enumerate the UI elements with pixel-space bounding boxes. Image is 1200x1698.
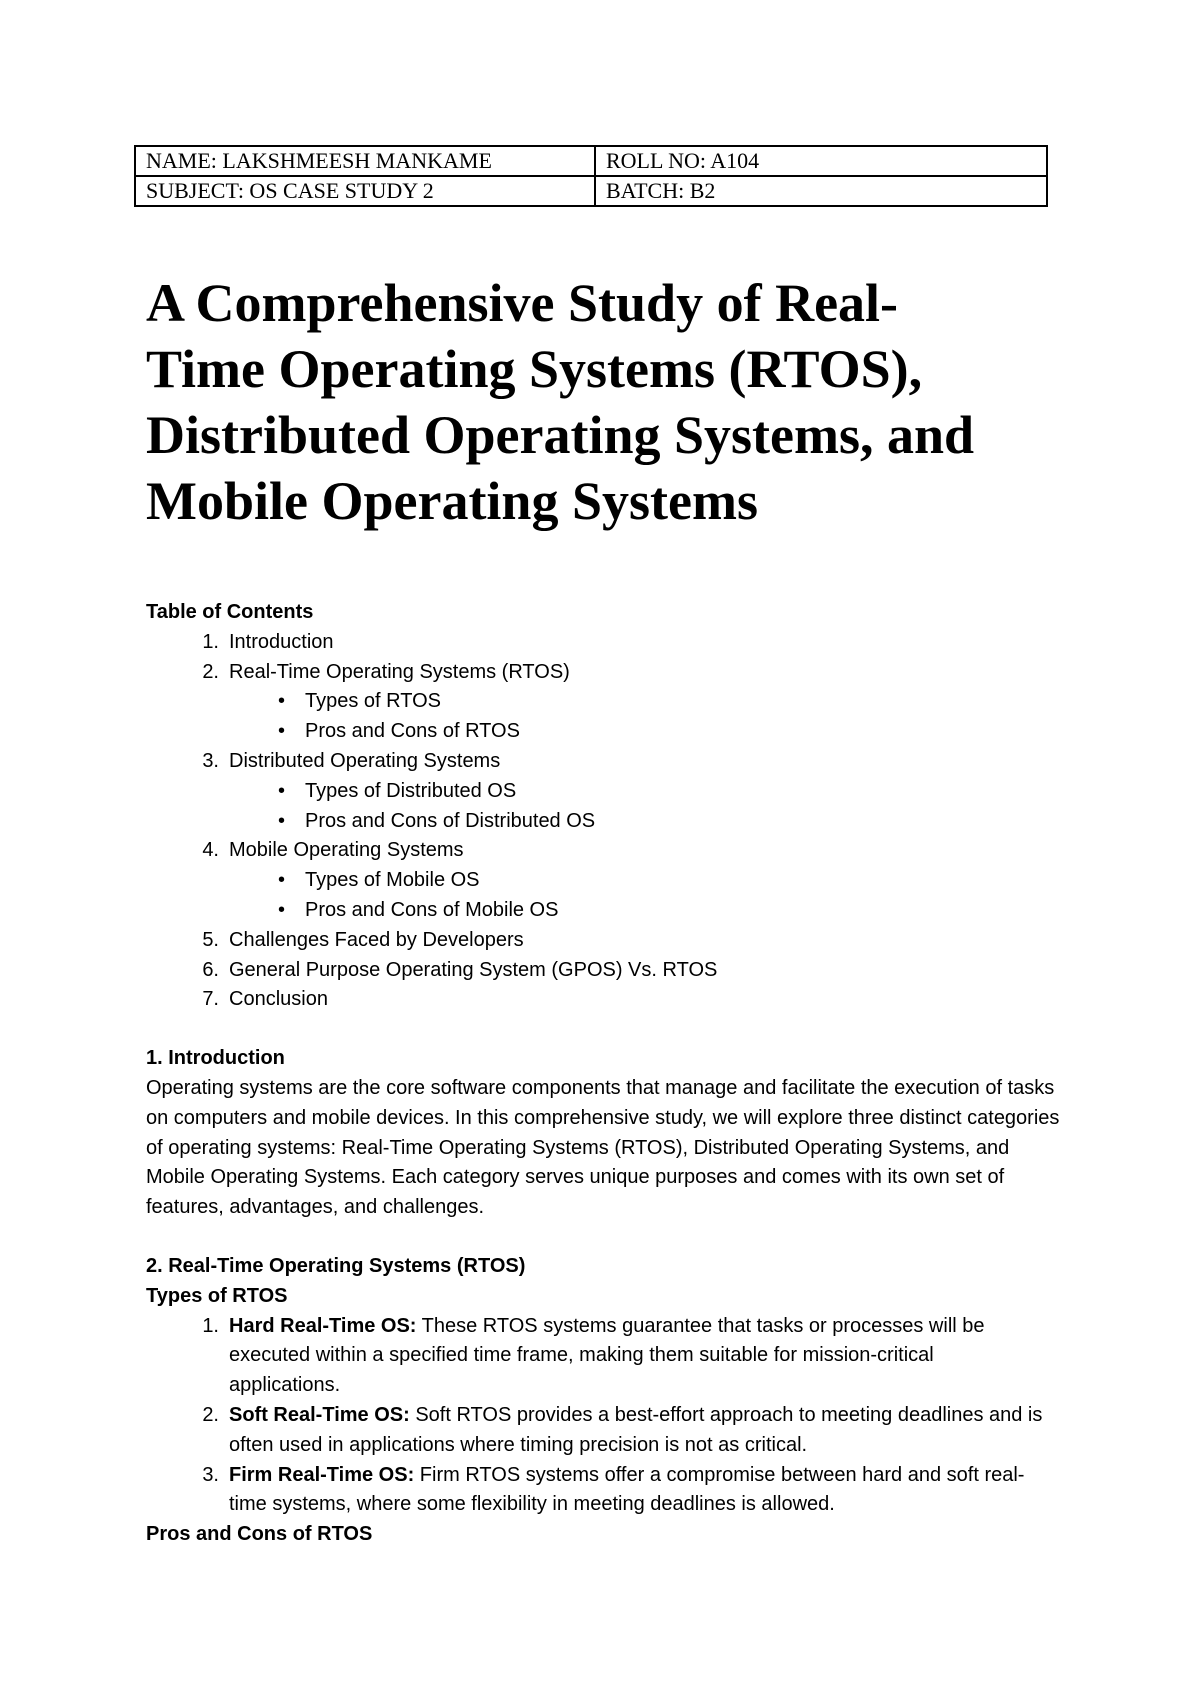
list-item-desc: Firm RTOS systems offer a compromise between hard and soft real-time systems, where some flexibility in meeting deadlines is allowed. <box>229 1463 1025 1516</box>
toc-item: 1. Introduction <box>202 630 334 653</box>
batch-cell: BATCH: B2 <box>595 176 1047 206</box>
toc-item: 3. Distributed Operating Systems <box>202 749 501 772</box>
subject-cell: SUBJECT: OS CASE STUDY 2 <box>135 176 595 206</box>
name-cell: NAME: LAKSHMEESH MANKAME <box>135 146 595 176</box>
subheading-pros-cons-rtos: Pros and Cons of RTOS <box>146 1523 373 1546</box>
toc-subitem: • Pros and Cons of RTOS <box>277 720 520 743</box>
toc-item: 7. Conclusion <box>202 988 328 1011</box>
roll-cell: ROLL NO: A104 <box>595 146 1047 176</box>
title-line: Distributed Operating Systems, and <box>146 405 975 465</box>
list-item: 2. Soft Real-Time OS: Soft RTOS provides a best-effort approach to meeting deadlines and is often used in applications where timing precision is not as critical. <box>202 1403 1043 1456</box>
list-item-term: Soft Real-Time OS: <box>229 1403 410 1426</box>
table-row <box>135 146 1047 176</box>
document-title <box>146 270 1046 534</box>
subheading-types-of-rtos: Types of RTOS <box>146 1284 288 1307</box>
title-line: A Comprehensive Study of Real- <box>146 273 899 333</box>
toc-heading: Table of Contents <box>146 601 314 623</box>
student-info-table <box>134 145 1048 207</box>
toc-subitem: • Types of RTOS <box>277 690 441 713</box>
list-item-term: Hard Real-Time OS: <box>229 1314 417 1337</box>
toc-item: 4. Mobile Operating Systems <box>202 839 464 862</box>
spacer <box>146 1223 1066 1252</box>
toc-item: 6. General Purpose Operating System (GPOS) Vs. RTOS <box>202 958 718 981</box>
toc-item: 5. Challenges Faced by Developers <box>202 928 524 951</box>
list-item-desc: These RTOS systems guarantee that tasks or processes will be executed within a specified time frame, making them suitable for mission-critical applications. <box>229 1314 985 1397</box>
list-item: 3. Firm Real-Time OS: Firm RTOS systems offer a compromise between hard and soft real-time systems, where some flexibility in meeting deadlines is allowed. <box>202 1463 1025 1516</box>
toc-item: 2. Real-Time Operating Systems (RTOS) <box>202 660 570 683</box>
toc-subitem: • Pros and Cons of Distributed OS <box>277 809 596 832</box>
spacer <box>146 1015 1066 1044</box>
introduction-paragraph: Operating systems are the core software components that manage and facilitate the execution of tasks on computers and mobile devices. In this comprehensive study, we will explore three distinct categories of operating systems: Real-Time Operating Systems (RTOS), Distributed Operating Systems, and Mobile Operating Systems. Each category serves unique purposes and comes with its own set of features, advantages, and challenges. <box>146 1076 1060 1219</box>
section-heading-introduction: 1. Introduction <box>146 1047 285 1070</box>
toc-subitem: • Types of Mobile OS <box>277 869 480 892</box>
list-item: 1. Hard Real-Time OS: These RTOS systems guarantee that tasks or processes will be executed within a specified time frame, making them suitable for mission-critical applications. <box>202 1314 985 1397</box>
toc-subitem: • Pros and Cons of Mobile OS <box>277 898 559 921</box>
title-line: Time Operating Systems (RTOS), <box>146 339 923 399</box>
table-row <box>135 176 1047 206</box>
toc-subitem: • Types of Distributed OS <box>277 779 517 802</box>
list-item-term: Firm Real-Time OS: <box>229 1463 415 1486</box>
section-heading-rtos: 2. Real-Time Operating Systems (RTOS) <box>146 1254 526 1277</box>
title-line: Mobile Operating Systems <box>146 471 758 531</box>
list-item-desc: Soft RTOS provides a best-effort approach to meeting deadlines and is often used in applications where timing precision is not as critical. <box>229 1403 1043 1456</box>
document-body <box>146 598 1066 1550</box>
